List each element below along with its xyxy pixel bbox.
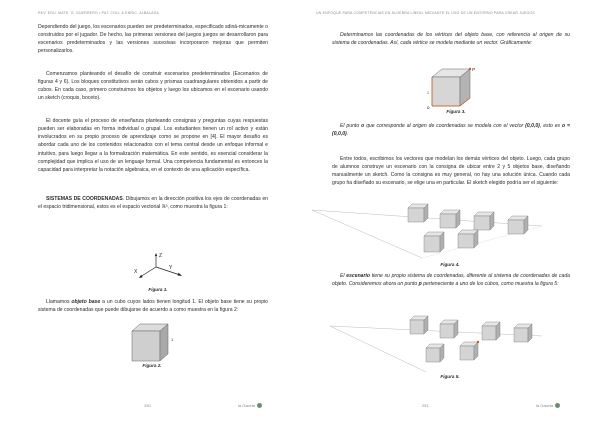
figure-4-scene — [312, 200, 574, 262]
journal-name-left: la Gaceta — [238, 403, 262, 408]
paragraph: Entre todos, escribimos los vectores que modelan los demás vértices del objeto. Luego, cada grupo de alumnos construye un escenario con la consigna de ubicar entre 2 y 5 objetos base, diseñando manualmente un sketch. Como la consigna es muy general, no hay una solución única. Cuando cada grupo ha diseñado su escenario, se elige una en particular. El sketch elegido podría ser el siguiente: — [332, 156, 570, 187]
paragraph: Llamamos objeto base a un cubo cuyos lados tienen longitud 1. El objeto base tiene su propio sistema de coordenadas que puede dibujarse de acuerdo a como muestra en la figura 2: — [38, 299, 268, 314]
scene-guide-line — [330, 326, 542, 336]
paragraph: Dependiendo del juego, los escenarios pueden ser predeterminados, especificado sdiná-micamente o construidos por el jugador. De hecho, las primeras versiones del juegos juegos se desarrollaron para escenarios predeterminados y las versiones sucesivas incorporaron mejoras que permiten personalizarlos. — [38, 24, 268, 55]
scene-cube — [514, 324, 532, 342]
vertex-label-p: P — [472, 67, 476, 72]
section-heading: SISTEMAS DE COORDENADAS — [46, 196, 123, 202]
scene-cube — [482, 322, 500, 340]
axis-label-x: X — [134, 269, 138, 275]
y-axis-arrow-icon — [178, 273, 182, 276]
edge-length-label: 1 — [427, 91, 429, 95]
scene-cube — [424, 232, 444, 252]
cube-front-face — [432, 77, 460, 106]
scene-cube — [474, 212, 494, 230]
x-axis-arrow-icon — [139, 275, 143, 278]
paragraph: SISTEMAS DE COORDENADAS. Dibujamos en la dirección positiva los ejes de coordenadas en el espacio tridimensional, estos es el espacio vectorial ℝ³, como muestra la figura 1: — [38, 196, 268, 211]
running-header-left: REV. EDU. MATE. G. GUERRERO • PAT. COLL & ENRIC. ALBALAGA — [38, 11, 160, 15]
cube-edge-label: 1 — [171, 337, 174, 342]
scene-cube — [460, 342, 478, 360]
journal-logo-icon — [555, 403, 560, 408]
z-axis-arrow-icon — [155, 253, 157, 256]
axis-label-y: Y — [169, 265, 173, 271]
paragraph: El punto o que corresponde al origen de coordenadas se modela con el vector (0,0,0), esto es o = (0,0,0). — [332, 123, 570, 138]
term-origin-vector: (0,0,0) — [525, 123, 540, 129]
vertex-p-marker — [469, 68, 471, 70]
axis-label-z: Z — [159, 253, 163, 259]
figure-5-scene — [330, 306, 558, 374]
figure-1-caption: Figura 1. — [148, 287, 168, 292]
term-objeto-base: objeto base — [71, 299, 101, 305]
figure-2-caption: Figura 2. — [142, 363, 162, 368]
paragraph: Comenzamos planteando el desafío de construir escenarios predeterminados (Escenarios de figuras 4 y 6). Los bloques constitutivos serán cubos y prismas cuadrangulares obtenidos a partir de cubos. En cada caso, primero construimos los objetos y luego los ubicamos en el escenario usando un sketch (croquis, boceto). — [38, 71, 268, 102]
point-p-marker — [477, 341, 479, 343]
figure-1-axes — [128, 251, 188, 281]
vertex-label-o: o — [427, 105, 430, 110]
page-number-right: 251 — [422, 403, 429, 408]
scene-cube — [426, 344, 444, 362]
y-axis — [156, 267, 180, 275]
scene-cube — [458, 230, 478, 248]
scene-cube — [440, 320, 458, 338]
journal-logo-icon — [257, 403, 262, 408]
paragraph: Determinamos las coordenadas de los vértices del objeto base, con referencia al origen de su sistema de coordenadas. Así, cada vértice se modela mediante un vector. Gráficamente: — [332, 32, 570, 47]
term-point-p: p — [418, 281, 422, 288]
page-number-left: 250 — [144, 403, 151, 408]
figure-5-caption: Figura 5. — [440, 374, 460, 379]
running-header-right: UN ENFOQUE PARA COMPETENCIAS EN ÁLGEBRA LINEAL MEDIANTE EL USO DE UN ENTORNO PARA CREAR JUEGOS — [316, 11, 535, 15]
scene-guide-line — [312, 210, 422, 258]
scene-cube — [508, 216, 528, 234]
x-axis — [140, 267, 156, 277]
scene-cube — [440, 210, 460, 228]
paragraph: El escenario tiene su propio sistema de coordenadas, diferente al sistema de coordenadas de cada objeto. Consideremos ahora un punto p perteneciente a uno de los cubos, como muestra la figura 5: — [332, 273, 570, 288]
term-origin-point: o — [361, 123, 365, 129]
figure-4-caption: Figura 4. — [440, 262, 460, 267]
figure-2-cube — [124, 321, 182, 365]
term-escenario: escenario — [346, 273, 371, 279]
journal-name-right: la Gaceta — [536, 403, 560, 408]
cube-front-face — [132, 331, 160, 361]
figure-3-caption: Figura 3. — [446, 109, 466, 114]
scene-cube — [408, 204, 428, 222]
scene-cube — [410, 316, 428, 334]
figure-3-cube-vertices — [426, 64, 484, 110]
paragraph: El docente guía el proceso de enseñanza planteando consignas y preguntas cuyas respuestas pueden ser elaboradas en forma individual o grupal. Los estudiantes tienen un rol activo y están involucrados en su propio proceso de aprendizaje como se propone en [4]. El mayor desafío es abordar cada uno de los contenidos relacionados con el tema central desde un enfoque informal e intuitivo, para luego llegar a la formalización matemática. En este sentido, es esencial considerar la complejidad que implica el uso de un lenguaje formal. Una competencia fundamental es entonces la capacidad para interpretar la notación algebraica, en el contexto de una aplicación específica. — [38, 118, 268, 173]
term-origin-equation: o = (0,0,0) — [332, 123, 570, 138]
right-page — [300, 0, 600, 424]
